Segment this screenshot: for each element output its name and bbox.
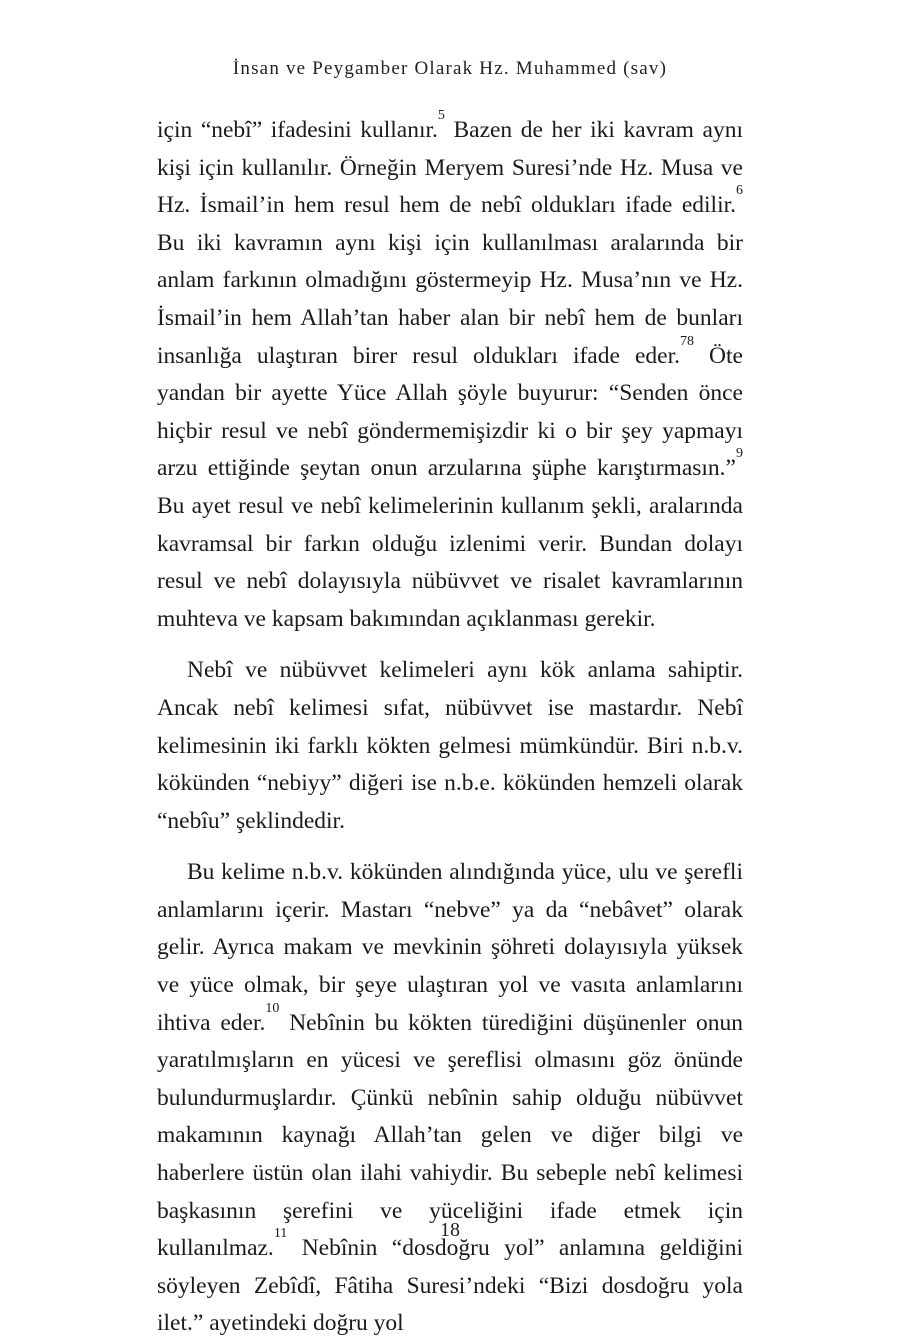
text-run: Bu iki kavramın aynı kişi için kullanılması aralarında bir anlam farkının olmadığını göstermeyip Hz. Musa’nın ve Hz. İsmail’in hem Allah’tan haber alan bir nebî hem de bunları insanlığa ulaştıran birer resul oldukları ifade eder.: [157, 229, 743, 369]
paragraph-3: [157, 854, 743, 1343]
text-run: Bu ayet resul ve nebî kelimelerinin kullanım şekli, aralarında kavramsal bir farkın olduğu izlenimi verir. Bundan dolayı resul ve nebî dolayısıyla nübüvvet ve risalet kavramlarının muhteva ve kapsam bakımından açıklanması gerekir.: [157, 492, 743, 632]
footnote-ref-6[interactable]: 6: [736, 183, 743, 199]
paragraph-2: [157, 652, 743, 840]
text-run: Nebî ve nübüvvet kelimeleri aynı kök anlama sahiptir. Ancak nebî kelimesi sıfat, nübüvvet ise mastardır. Nebî kelimesinin iki farklı kökten gelmesi mümkündür. Biri n.b.v. kökünden “nebiyy” diğeri ise n.b.e. kökünden hemzeli olarak “nebîu” şeklindedir.: [157, 657, 743, 834]
text-run: Nebînin bu kökten türediğini düşünenler onun yaratılmışların en yücesi ve şereflisi olmasını göz önünde bulundurmuşlardır. Çünkü nebînin sahip olduğu nübüvvet makamının kaynağı Allah’tan gelen ve diğer bilgi ve haberlere üstün olan ilahi vahiydir. Bu sebeple nebî kelimesi başkasının şerefini ve yüceliğini ifade etmek için kullanılmaz.: [157, 1009, 743, 1262]
footnote-ref-9[interactable]: 9: [736, 446, 743, 462]
page-number: 18: [440, 1219, 460, 1241]
running-header: İnsan ve Peygamber Olarak Hz. Muhammed (sav): [232, 58, 668, 79]
text-run: Öte yandan bir ayette Yüce Allah şöyle buyurur: “Senden önce hiçbir resul ve nebî göndermemişizdir ki o bir şey yapmayı arzu ettiğinde şeytan onun arzularına şüphe karıştırmasın.”: [157, 342, 743, 482]
text-run: Bu kelime n.b.v. kökünden alındığında yüce, ulu ve şerefli anlamlarını içerir. Mastarı “nebve” ya da “nebâvet” olarak gelir. Ayrıca makam ve mevkinin şöhreti dolayısıyla yüksek ve yüce olmak, bir şeye ulaştıran yol ve vasıta anlamlarını ihtiva eder.: [157, 859, 743, 1036]
footnote-ref-5[interactable]: 5: [437, 108, 445, 123]
paragraph-1: [157, 108, 743, 638]
text-run: Bazen de her iki kavram aynı kişi için kullanılır. Örneğin Meryem Suresi’nde Hz. Musa ve Hz. İsmail’in hem resul hem de nebî oldukları ifade edilir.: [157, 117, 743, 219]
footnote-ref-78[interactable]: 78: [680, 333, 694, 349]
text-run: Nebînin “dosdoğru yol” anlamına geldiğini söyleyen Zebîdî, Fâtiha Suresi’ndeki “Bizi dosdoğru yola ilet.” ayetindeki doğru yol: [157, 1235, 743, 1337]
footnote-ref-10[interactable]: 10: [265, 1000, 280, 1016]
text-run: için “nebî” ifadesini kullanır.: [157, 117, 438, 143]
footnote-ref-11[interactable]: 11: [273, 1226, 288, 1242]
body-text: [157, 108, 743, 1343]
